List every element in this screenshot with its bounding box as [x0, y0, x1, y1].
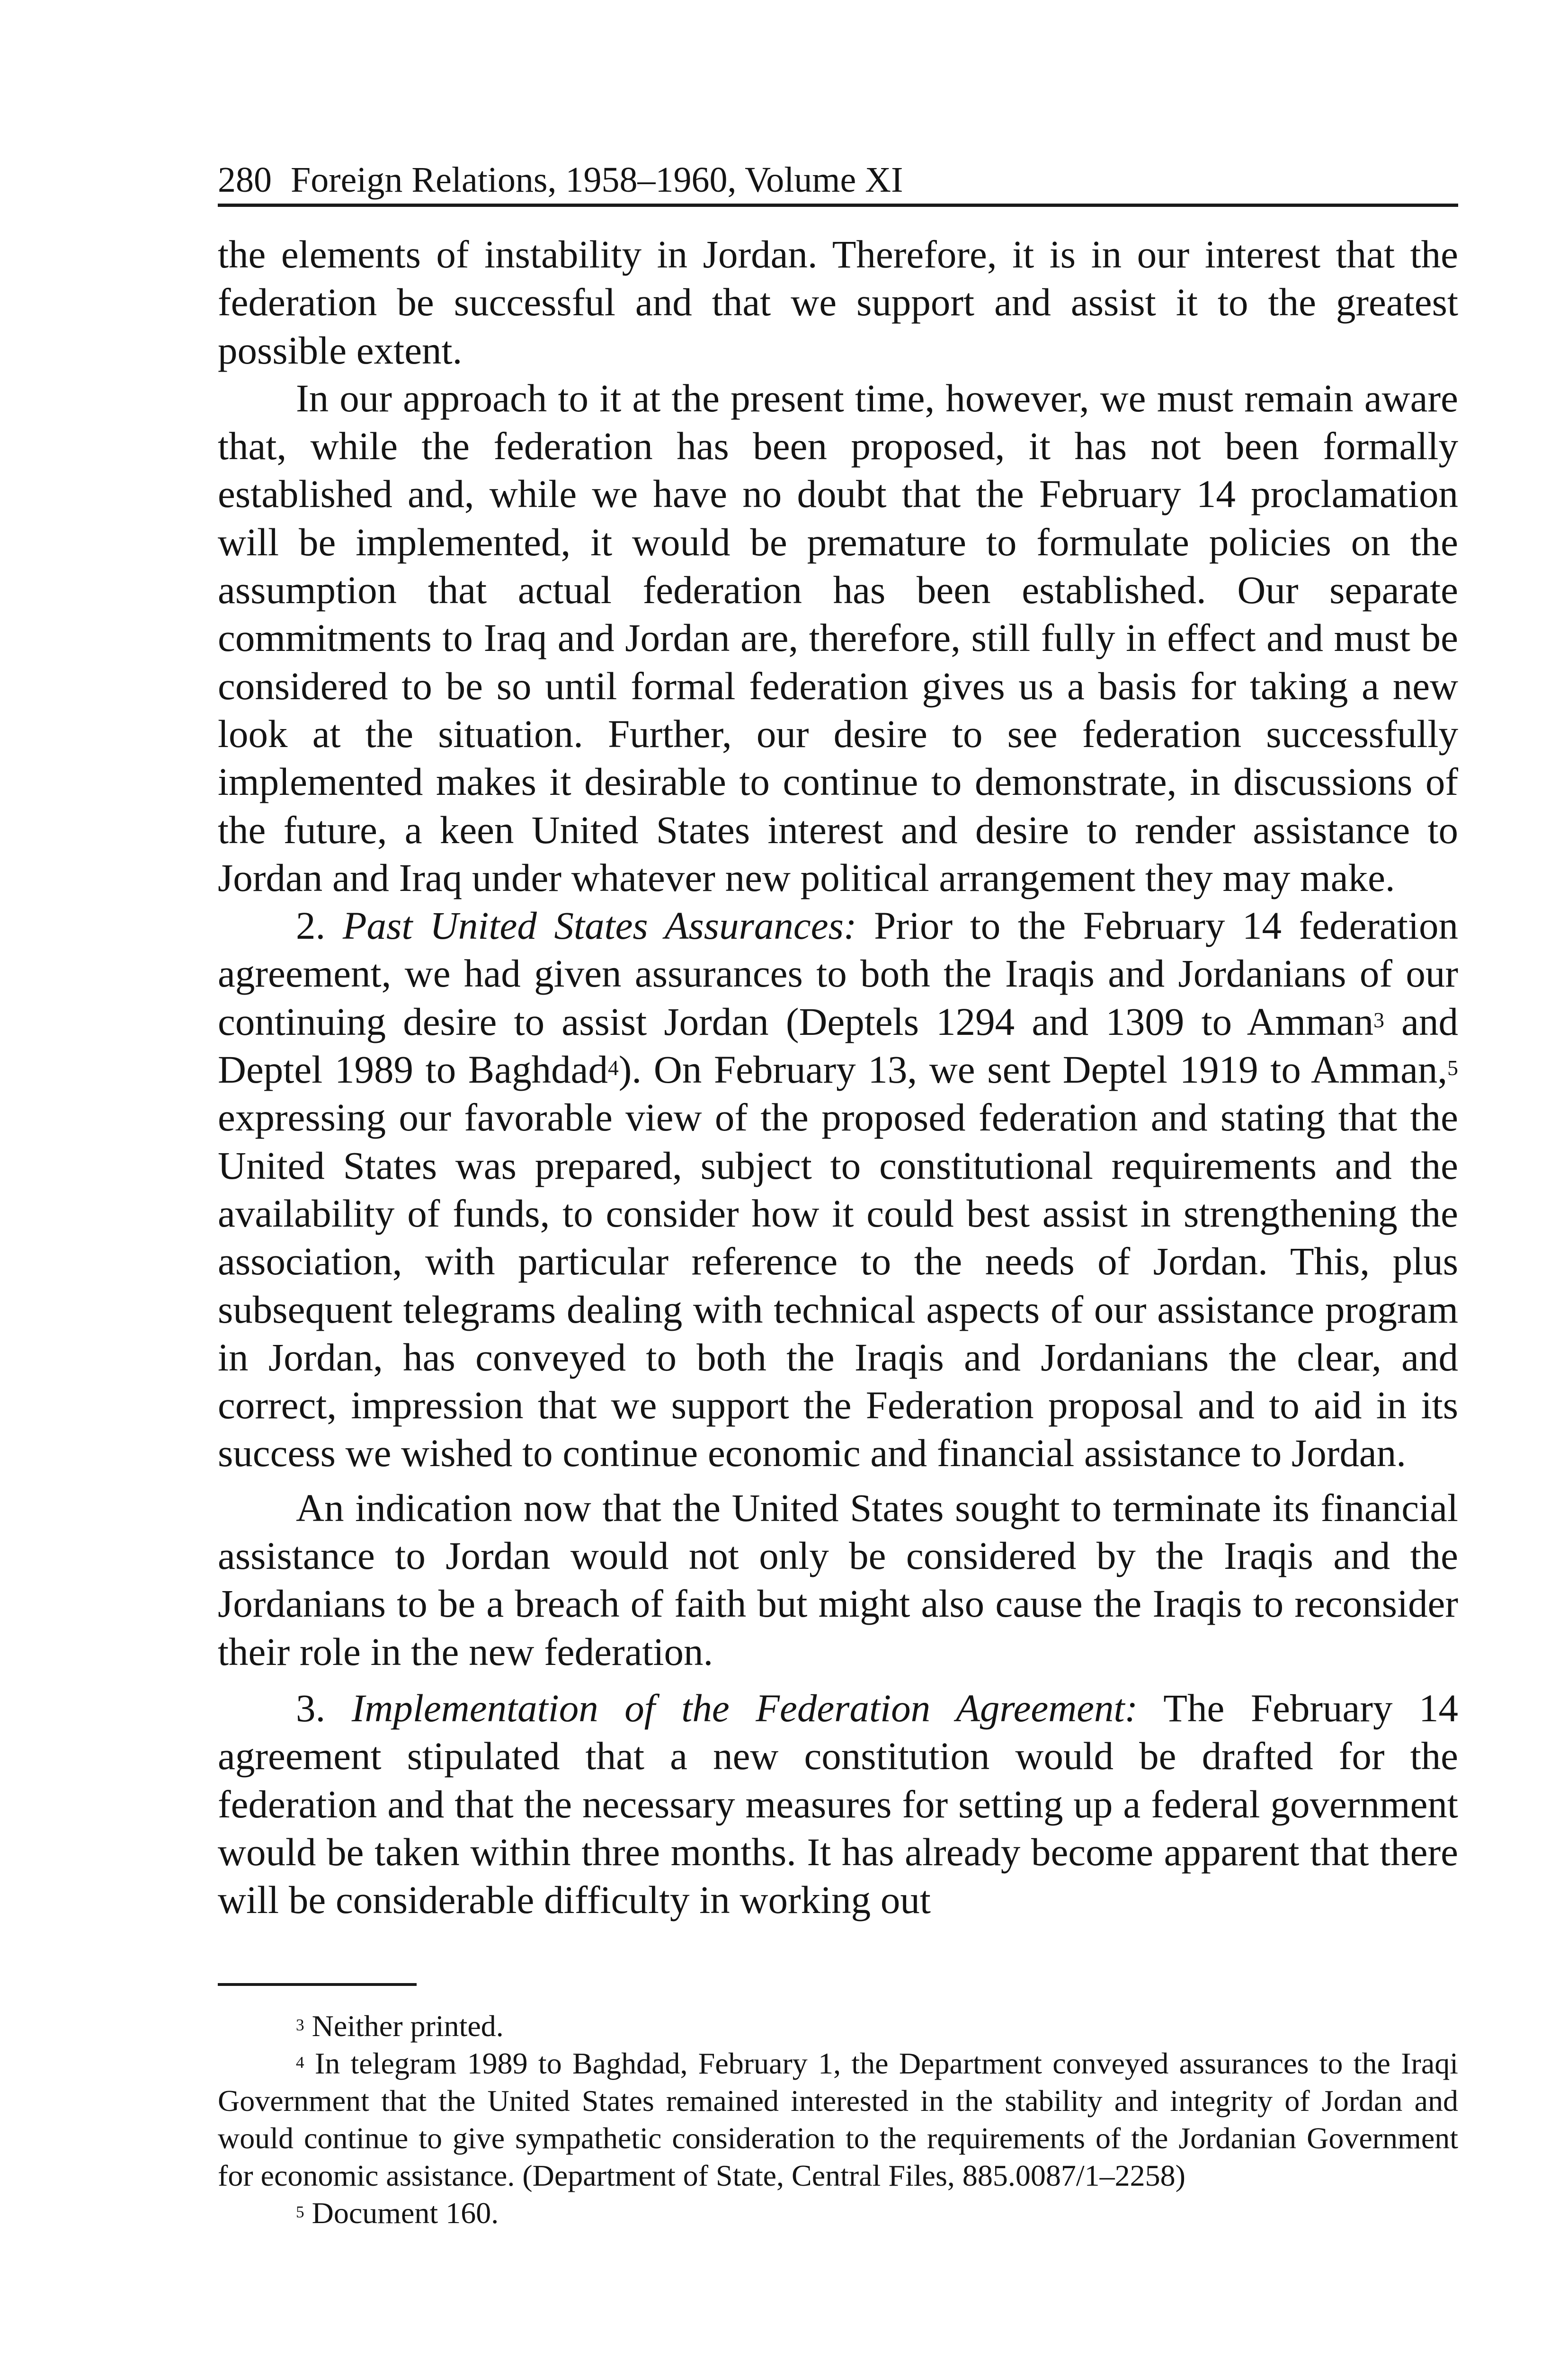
footnote-ref: 3	[1373, 1007, 1384, 1032]
footnote-divider	[218, 1983, 417, 1986]
footnote-mark: 4	[296, 2053, 304, 2072]
running-title: Foreign Relations, 1958–1960, Volume XI	[291, 160, 903, 200]
footnote	[218, 2045, 1458, 2194]
document-page	[218, 156, 1458, 2232]
paragraph-text: and Deptel 1989 to Baghdad	[218, 999, 1459, 1092]
paragraph-3	[218, 902, 1458, 1477]
section-heading: Implementation of the Federation Agreement:	[351, 1686, 1138, 1730]
footnotes	[218, 2007, 1458, 2232]
body-text	[218, 231, 1458, 1924]
footnote-text: Document 160.	[304, 2196, 499, 2230]
footnote-ref: 4	[607, 1056, 619, 1080]
paragraph-text: The February 14 agreement stipulated that a new constitution would be drafted for the federation and that the necessary measures for setting up a federal government would be taken within three months. It has already become apparent that there will be considerable difficulty in working out	[218, 1686, 1459, 1922]
footnote-mark: 3	[296, 2016, 304, 2035]
page-number: 280	[218, 160, 272, 200]
footnote-mark: 5	[296, 2203, 304, 2222]
footnote-text: Neither printed.	[304, 2009, 504, 2043]
paragraph-text: ). On February 13, we sent Deptel 1919 to Amman,	[618, 1048, 1448, 1092]
section-number: 3.	[296, 1686, 326, 1730]
section-heading: Past United States Assurances:	[342, 904, 857, 948]
paragraph-1: the elements of instability in Jordan. Therefore, it is in our interest that the federation be successful and that we support and assist it to the greatest possible extent.	[218, 232, 1458, 372]
section-number: 2.	[296, 904, 326, 948]
paragraph-2: In our approach to it at the present time, however, we must remain aware that, while the federation has been proposed, it has not been formally established and, while we have no doubt that the February 14 proclamation will be implemented, it would be premature to formulate policies on the assumption that actual federation has been established. Our separate commitments to Iraq and Jordan are, therefore, still fully in effect and must be considered to be so until formal federation gives us a basis for taking a new look at the situation. Further, our desire to see federation successfully implemented makes it desirable to continue to demonstrate, in discussions of the future, a keen United States interest and desire to render assistance to Jordan and Iraq under whatever new political arrangement they may make.	[218, 376, 1458, 899]
footnote-text: In telegram 1989 to Baghdad, February 1, the Department conveyed assurances to the Iraqi Government that the United States remained interested in the stability and integrity of Jordan and would continue to give sympathetic consideration to the requirements of the Jordanian Government for economic assistance. (Department of State, Central Files, 885.0087/1–2258)	[218, 2047, 1458, 2193]
paragraph-text: Prior to the February 14 federation agreement, we had given assurances to both the Iraqis and Jordanians of our continuing desire to assist Jordan (Deptels 1294 and 1309 to Amman	[218, 904, 1459, 1043]
footnote	[218, 2007, 1458, 2045]
paragraph-5	[218, 1684, 1458, 1924]
footnote	[218, 2194, 1458, 2232]
paragraph-text: expressing our favorable view of the proposed federation and stating that the United States was prepared, subject to constitutional requirements and the availability of funds, to consider how it could best assist in strengthening the association, with particular reference to the needs of Jordan. This, plus subsequent telegrams dealing with technical aspects of our assistance program in Jordan, has conveyed to both the Iraqis and Jordanians the clear, and correct, impression that we support the Federation proposal and to aid in its success we wished to continue economic and financial assistance to Jordan.	[218, 1095, 1458, 1475]
paragraph-4: An indication now that the United States sought to terminate its financial assistance to Jordan would not only be considered by the Iraqis and the Jordanians to be a breach of faith but might also cause the Iraqis to reconsider their role in the new federation.	[218, 1486, 1458, 1673]
footnote-ref: 5	[1447, 1056, 1458, 1080]
running-header	[218, 156, 1458, 207]
